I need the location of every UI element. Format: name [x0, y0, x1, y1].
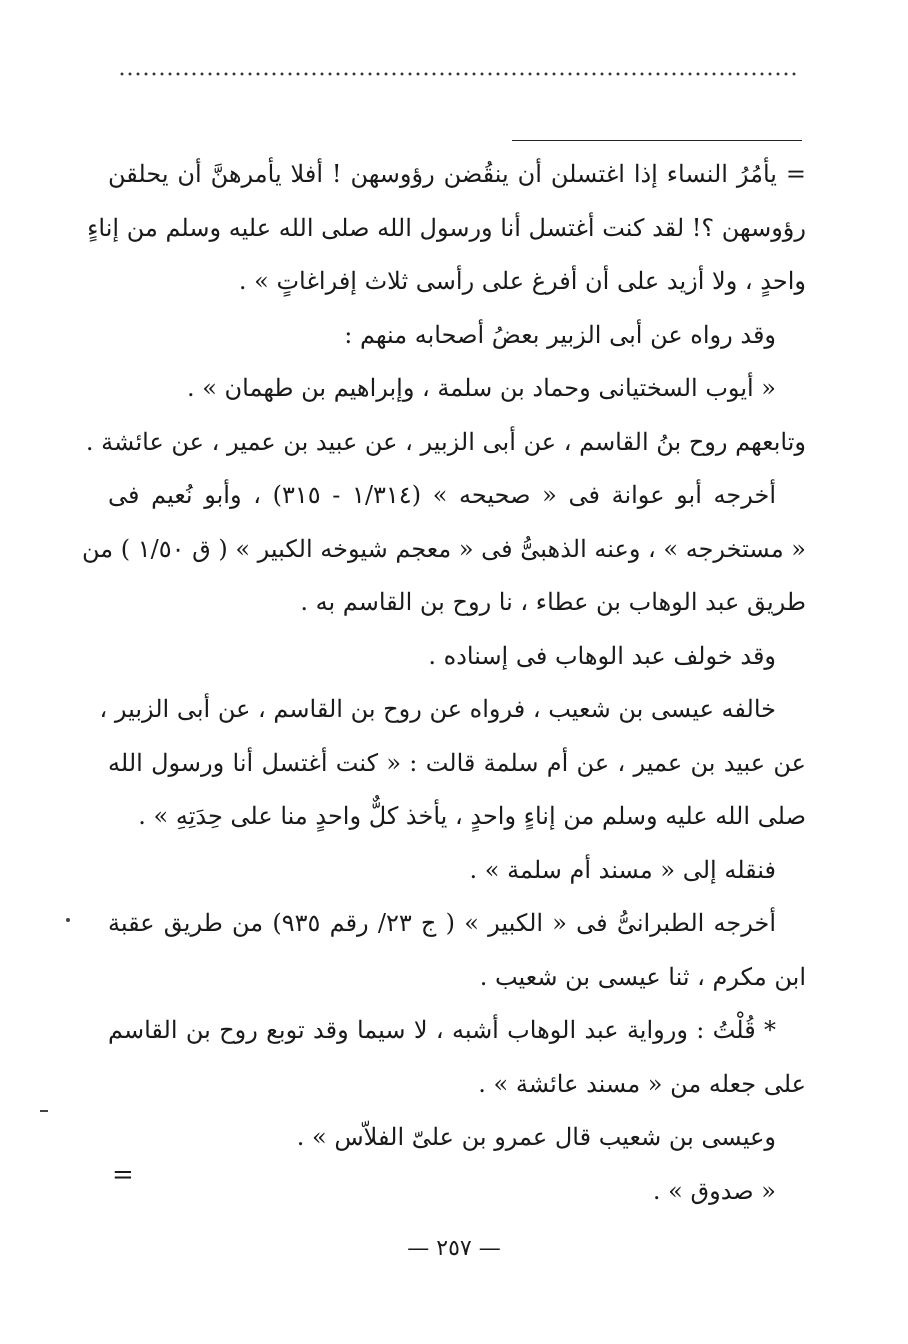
text-line: صلى الله عليه وسلم من إناءٍ واحدٍ ، يأخذ كلٌّ واحدٍ منا على حِدَتِهِ » . — [138, 802, 806, 830]
text-line: أخرجه أبو عوانة فى « صحيحه » (١/٣١٤ - ٣١٥) ، وأبو نُعيم فى — [108, 481, 776, 509]
text-line: وتابعهم روح بنُ القاسم ، عن أبى الزبير ، عن عبيد بن عمير ، عن عائشة . — [85, 427, 806, 456]
text-line: فنقله إلى « مسند أم سلمة » . — [469, 855, 776, 884]
text-line: على جعله من « مسند عائشة » . — [478, 1069, 806, 1098]
footnote-rule — [512, 140, 802, 141]
continuation-mark: = — [112, 1160, 134, 1190]
text-line: * قُلْتُ : ورواية عبد الوهاب أشبه ، لا سيما وقد توبع روح بن القاسم — [108, 1016, 776, 1044]
page-body — [81, 148, 806, 1218]
page-number: — ٢٥٧ — — [407, 1236, 501, 1261]
text-line: « صدوق » . — [652, 1176, 776, 1205]
text-line: ابن مكرم ، ثنا عيسى بن شعيب . — [479, 962, 806, 991]
text-line: « أيوب السختيانى وحماد بن سلمة ، وإبراهيم بن طهمان » . — [186, 374, 776, 402]
text-line: وقد رواه عن أبى الزبير بعضُ أصحابه منهم : — [344, 320, 776, 349]
text-line: أخرجه الطبرانىُّ فى « الكبير » ( ج ٢٣/ رقم ٩٣٥) من طريق عقبة — [108, 909, 776, 937]
text-line: خالفه عيسى بن شعيب ، فرواه عن روح بن القاسم ، عن أبى الزبير ، — [99, 695, 776, 723]
scan-speck — [66, 918, 70, 922]
text-line: طريق عبد الوهاب بن عطاء ، نا روح بن القاسم به . — [300, 588, 806, 616]
text-line: = يأمُرُ النساء إذا اغتسلن أن ينقُضن رؤوسهن ! أفلا يأمرهنَّ أن يحلقن — [108, 160, 806, 188]
text-line: رؤوسهن ؟! لقد كنت أغتسل أنا ورسول الله صلى الله عليه وسلم من إناءٍ — [87, 213, 806, 242]
text-line: وقد خولف عبد الوهاب فى إسناده . — [428, 641, 776, 670]
dotted-separator — [118, 70, 798, 78]
scan-speck — [40, 1110, 48, 1112]
text-line: عن عبيد بن عمير ، عن أم سلمة قالت : « كنت أغتسل أنا ورسول الله — [108, 748, 806, 777]
text-line: « مستخرجه » ، وعنه الذهبىُّ فى « معجم شيوخه الكبير » ( ق ١/٥٠ ) من — [81, 534, 806, 563]
text-line: وعيسى بن شعيب قال عمرو بن علىّ الفلاّس » . — [296, 1123, 776, 1151]
text-line: واحدٍ ، ولا أزيد على أن أفرغ على رأسى ثلاث إفراغاتٍ » . — [238, 267, 806, 295]
